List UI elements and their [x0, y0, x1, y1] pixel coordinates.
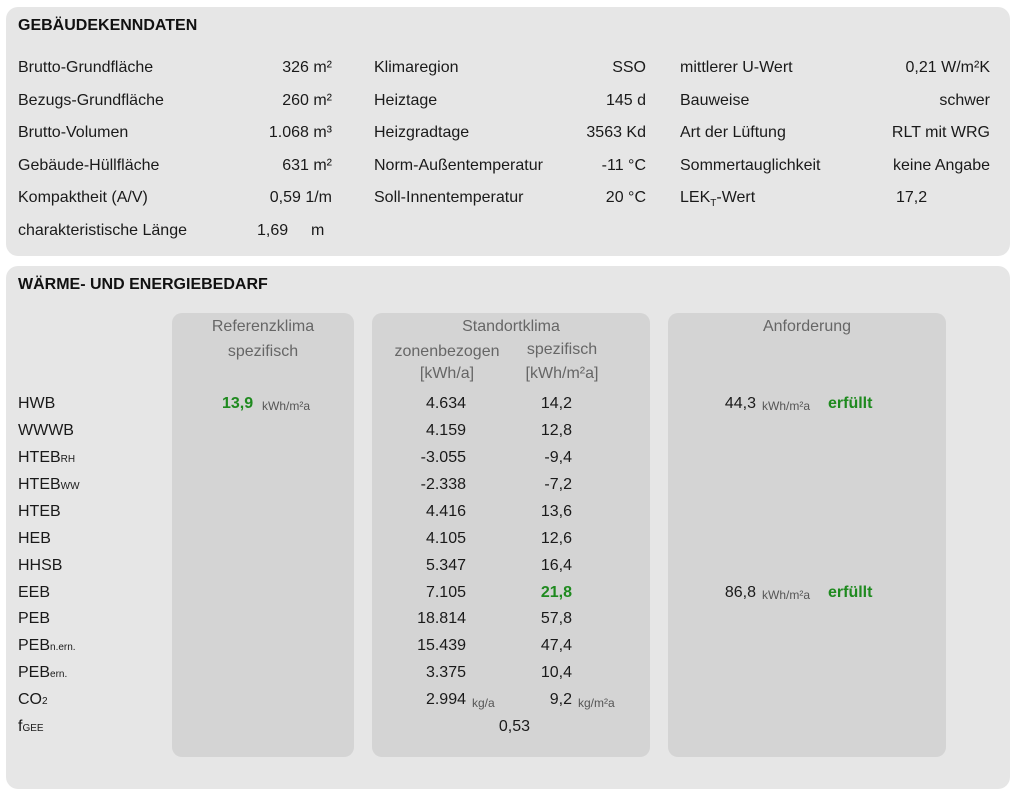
value: 1,69 [257, 222, 289, 239]
row-label: HTEB [18, 503, 61, 520]
value: keine Angabe [893, 157, 990, 174]
zone-value: 4.416 [425, 503, 466, 520]
spec-value: 10,4 [540, 664, 572, 681]
spec-value: 12,8 [540, 422, 572, 439]
std-header: Standortklima [462, 318, 560, 335]
value: 0,21 W/m²K [905, 59, 990, 76]
row-label: HTEBRH [18, 449, 76, 466]
spec-value: 12,6 [540, 530, 572, 547]
zone-value: 4.634 [425, 395, 466, 412]
anf-value: 44,3 [724, 395, 756, 412]
value: 20 °C [605, 189, 646, 206]
ref-header: Referenzklima [211, 318, 315, 335]
value: -11 °C [601, 157, 646, 174]
row-label: WWWB [18, 422, 74, 439]
waerme-energiebedarf-panel [6, 266, 1010, 789]
anf-unit: kWh/m²a [762, 588, 810, 602]
value: 1.068 m³ [268, 124, 332, 141]
zone-unit: kg/a [472, 696, 495, 710]
zone-value: 18.814 [417, 610, 466, 627]
row-label: HHSB [18, 557, 63, 574]
ref-unit: kWh/m²a [262, 399, 310, 413]
value: 631 m² [282, 157, 332, 174]
zone-value: -2.338 [420, 476, 466, 493]
zone-value: 4.159 [425, 422, 466, 439]
zone-value: 15.439 [417, 637, 466, 654]
row-label: HTEBWW [18, 476, 80, 493]
spec-value: 9,2 [549, 691, 572, 708]
label: Gebäude-Hüllfläche [18, 157, 160, 174]
label: Sommertauglichkeit [680, 157, 821, 174]
zone-value: 3.375 [425, 664, 466, 681]
row-label: CO2 [18, 691, 48, 708]
section-title: GEBÄUDEKENNDATEN [18, 17, 198, 34]
label: Norm-Außentemperatur [374, 157, 543, 174]
label: Heizgradtage [374, 124, 470, 141]
spec-value: 13,6 [540, 503, 572, 520]
anf-unit: kWh/m²a [762, 399, 810, 413]
zone-value: 7.105 [425, 584, 466, 601]
std-subheader-zone: zonenbezogen [394, 343, 500, 360]
spec-unit: kg/m²a [578, 696, 615, 710]
row-label: fGEE [18, 718, 44, 735]
status-badge: erfüllt [828, 395, 873, 412]
label: Brutto-Volumen [18, 124, 129, 141]
spec-value: 21,8 [540, 584, 572, 601]
std-unit-zone: [kWh/a] [419, 365, 475, 382]
label: charakteristische Länge [18, 222, 187, 239]
label: Bauweise [680, 92, 750, 109]
value: 326 m² [282, 59, 332, 76]
section-title: WÄRME- UND ENERGIEBEDARF [18, 276, 268, 293]
value: 260 m² [282, 92, 332, 109]
spec-value: -7,2 [544, 476, 572, 493]
spec-value: 57,8 [540, 610, 572, 627]
zone-value: 2.994 [425, 691, 466, 708]
value: 0,59 1/m [269, 189, 332, 206]
value: 145 d [605, 92, 646, 109]
referenzklima-column [172, 313, 354, 757]
row-label: PEB [18, 610, 51, 627]
value: RLT mit WRG [891, 124, 990, 141]
lek-value: 17,2 [896, 189, 928, 206]
spec-value: 14,2 [540, 395, 572, 412]
label: Bezugs-Grundfläche [18, 92, 164, 109]
row-label: PEBn.ern. [18, 637, 76, 654]
spec-value: 16,4 [540, 557, 572, 574]
zone-value: 4.105 [425, 530, 466, 547]
spec-value: -9,4 [544, 449, 572, 466]
zone-value: 5.347 [425, 557, 466, 574]
row-label: PEBern. [18, 664, 68, 681]
row-label: HEB [18, 530, 51, 547]
gebaeudekenndaten-panel [6, 7, 1010, 256]
merged-value: 0,53 [498, 718, 530, 735]
label: Heiztage [374, 92, 438, 109]
anforderung-column [668, 313, 946, 757]
status-badge: erfüllt [828, 584, 873, 601]
value: SSO [612, 59, 646, 76]
anf-header: Anforderung [762, 318, 852, 335]
row-label: HWB [18, 395, 56, 412]
label: Soll-Innentemperatur [374, 189, 524, 206]
std-unit-spec: [kWh/m²a] [525, 365, 599, 382]
value: schwer [939, 92, 990, 109]
label: mittlerer U-Wert [680, 59, 793, 76]
row-label: EEB [18, 584, 51, 601]
label: Kompaktheit (A/V) [18, 189, 148, 206]
value: 3563 Kd [586, 124, 646, 141]
ref-value: 13,9 [222, 395, 254, 412]
ref-subheader: spezifisch [227, 343, 299, 360]
spec-value: 47,4 [540, 637, 572, 654]
label: Art der Lüftung [680, 124, 786, 141]
anf-value: 86,8 [724, 584, 756, 601]
label: Brutto-Grundfläche [18, 59, 154, 76]
unit: m [311, 222, 325, 239]
zone-value: -3.055 [420, 449, 466, 466]
label: Klimaregion [374, 59, 459, 76]
lek-label: $LEK_T$-Wert [680, 189, 756, 210]
std-subheader-spec: spezifisch [526, 341, 598, 358]
